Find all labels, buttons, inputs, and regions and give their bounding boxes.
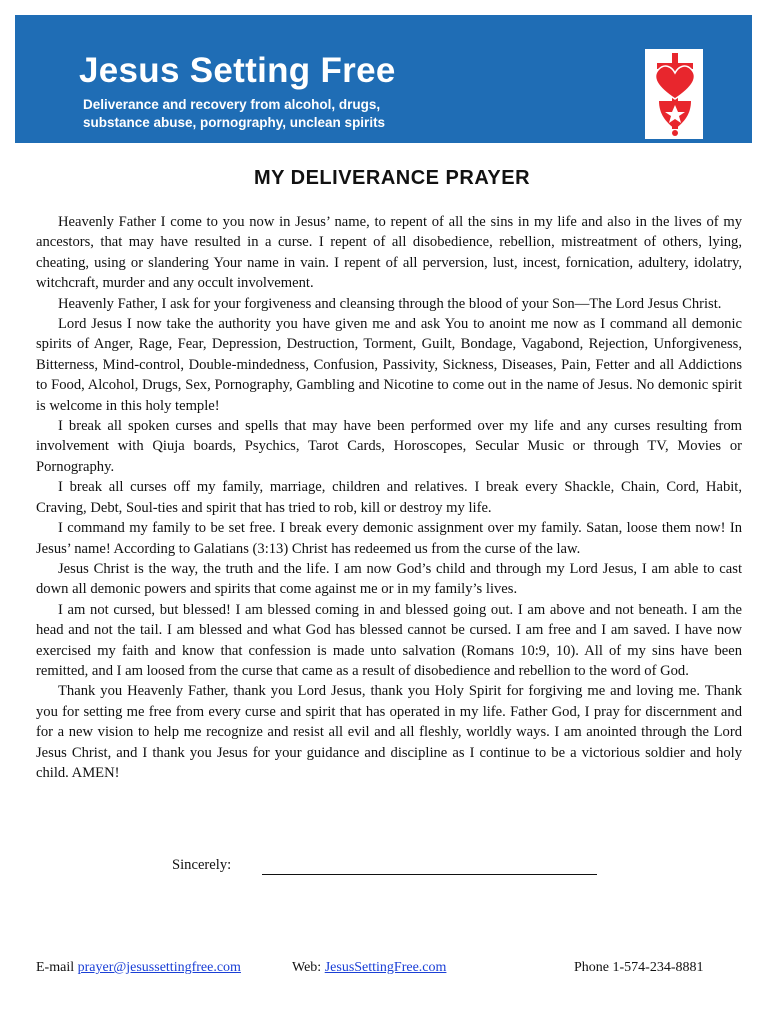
heart-cross-shield-icon — [645, 49, 703, 139]
signature-line[interactable] — [262, 874, 597, 875]
email-link[interactable]: prayer@jesussettingfree.com — [77, 960, 241, 975]
footer-web — [292, 960, 446, 976]
footer-email — [36, 960, 241, 976]
paragraph-3: Lord Jesus I now take the authority you have given me and ask You to anoint me now as I command all demonic spirits of Anger, Rage, Fear, Depression, Destruction, Torment, Guilt, Bondage, Vagabond, Rejection, Unforgiveness, Bitterness, Mind-control, Double-mindedness, Confusion, Passivity, Sickness, Diseases, Pain, Fetter and all Addictions to Food, Alcohol, Drugs, Sex, Pornography, Gambling and Nicotine to come out in the name of Jesus. No demonic spirit is welcome in this holy temple! — [36, 316, 742, 414]
paragraph-7: Jesus Christ is the way, the truth and the life. I am now God’s child and through my Lord Jesus, I am able to cast down all demonic powers and spirits that come against me or in my family’s lives. — [36, 560, 742, 598]
site-title: Jesus Setting Free — [79, 51, 396, 90]
signature-label: Sincerely: — [172, 857, 232, 873]
paragraph-5: I break all curses off my family, marriage, children and relatives. I break every Shackle, Chain, Cord, Habit, Craving, Debt, Soul-ties and spirit that has tried to rob, kill or destroy my life. — [36, 479, 742, 516]
subtitle-line-2: substance abuse, pornography, unclean spirits — [83, 115, 386, 130]
web-label: Web: — [292, 960, 322, 975]
prayer-body — [36, 212, 742, 783]
paragraph-8: I am not cursed, but blessed! I am blessed coming in and blessed going out. I am above and not beneath. I am the head and not the tail. I am blessed and what God has blessed cannot be cursed. I am free and I am saved. I have now exercised my faith and know that confession is made unto salvation (Romans 10:9, 10). All of my sins have been remitted, and I am loosed from the curse that came as a result of disobedience and rebellion to the word of God. — [36, 601, 742, 679]
footer-phone: Phone 1-574-234-8881 — [574, 960, 704, 975]
paragraph-9: Thank you Heavenly Father, thank you Lord Jesus, thank you Holy Spirit for forgiving me and loving me. Thank you for setting me free from every curse and spirit that has operated in my life. Father God, I pray for discernment and for a new vision to help me recognize and resist all evil and all fleshly, worldly ways. I am anointed through the Lord Jesus Christ, and I thank you Jesus for your guidance and discipline as I continue to be a victorious soldier and holy child. AMEN! — [36, 683, 742, 781]
paragraph-1: Heavenly Father I come to you now in Jesus’ name, to repent of all the sins in my life and also in the lives of my ancestors, that may have resulted in a curse. I repent of all disobedience, rebellion, mistreatment of others, lying, cheating, using or slandering Your name in vain. I repent of all perversion, lust, incest, fornication, adultery, idolatry, witchcraft, murder and any occult involvement. — [36, 214, 742, 292]
document-title: MY DELIVERANCE PRAYER — [253, 167, 531, 189]
paragraph-4: I break all spoken curses and spells that may have been performed over my life and any curses resulting from involvement with Qiuja boards, Psychics, Tarot Cards, Horoscopes, Secular Music or through TV, Movies or Pornography. — [36, 418, 742, 475]
email-label: E-mail — [36, 960, 75, 975]
web-link[interactable]: JesusSettingFree.com — [324, 960, 447, 975]
paragraph-2: Heavenly Father, I ask for your forgiveness and cleansing through the blood of your Son—The Lord Jesus Christ. — [58, 295, 722, 312]
header-banner — [15, 15, 752, 143]
subtitle-line-1: Deliverance and recovery from alcohol, drugs, — [83, 97, 381, 112]
site-subtitle — [83, 96, 385, 132]
paragraph-6: I command my family to be set free. I break every demonic assignment over my family. Satan, loose them now! In Jesus’ name! According to Galatians (3:13) Christ has redeemed us from the curse of the law. — [36, 520, 742, 557]
